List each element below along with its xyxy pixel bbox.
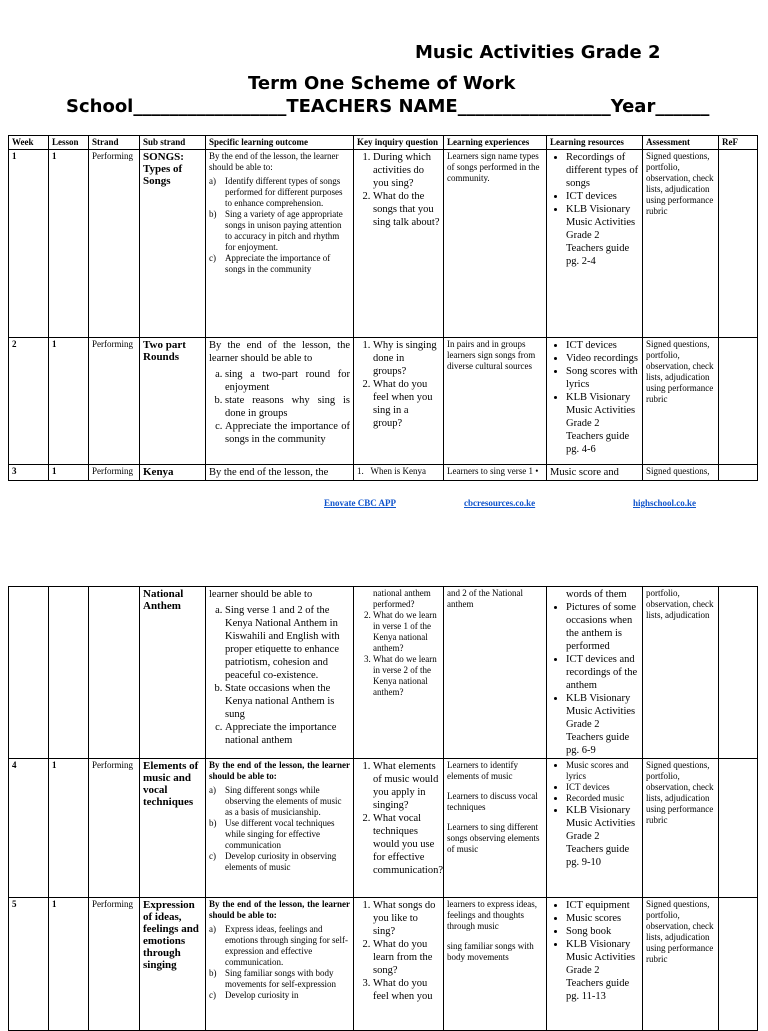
lesson-cell: 1	[49, 759, 89, 898]
footer-link-enovate[interactable]: Enovate CBC APP	[324, 498, 396, 508]
list-item: c) Develop curiosity in	[209, 990, 299, 1000]
column-header: Learning experiences	[444, 136, 547, 150]
list-item: • ICT devices	[566, 190, 639, 203]
school-teacher-year-line: School_________________TEACHERS NAME_________________Year______	[66, 96, 710, 117]
question-cell	[354, 898, 444, 1031]
assessment-cell: portfolio, observation, check lists, adjudication	[643, 587, 719, 759]
ref-cell	[719, 338, 758, 465]
column-header: Assessment	[643, 136, 719, 150]
list-item: a) Identify different types of songs performed for different purposes to enhance comprehension.	[209, 176, 343, 208]
outcome-cell	[206, 150, 354, 338]
strand-cell: Performing	[89, 150, 140, 338]
list-item: • ICT devices and recordings of the anthem	[566, 653, 639, 692]
outcome-cell	[206, 898, 354, 1031]
list-item: 3. What do you feel when you	[373, 977, 440, 1003]
week-cell: 1	[9, 150, 49, 338]
experience-cell: In pairs and in groups learners sign songs from diverse cultural sources	[444, 338, 547, 465]
scheme-table-page1	[8, 135, 758, 481]
column-header: Lesson	[49, 136, 89, 150]
list-item: 2. What do the songs that you sing talk about?	[373, 190, 440, 229]
column-header: Week	[9, 136, 49, 150]
list-item: a. sing a two-part round for enjoyment	[225, 368, 350, 394]
list-item: a) Express ideas, feelings and emotions through singing for self-expression and effective communication.	[209, 924, 348, 967]
resource-cell: Music score and	[547, 465, 643, 481]
outcome-text: Sing familiar songs with body movements for self-expression	[225, 968, 336, 989]
week-cell: 3	[9, 465, 49, 481]
list-item: 2. What vocal techniques would you use for effective communication?	[373, 812, 440, 877]
list-item: c. Appreciate the importance national anthem	[225, 721, 350, 747]
outcome-intro: By the end of the lesson, the learner should be able to:	[209, 760, 350, 781]
assessment-cell: Signed questions, portfolio, observation, check lists, adjudication using performance rubric	[643, 150, 719, 338]
outcome-text: Sing a variety of age appropriate songs in unison paying attention to accuracy in pitch and rhythm for enjoyment.	[225, 209, 343, 252]
outcome-text: Appreciate the importance of songs in the community	[225, 253, 331, 274]
substrand-cell: SONGS: Types of Songs	[140, 150, 206, 338]
resource-cell	[547, 587, 643, 759]
list-item: 1. Why is singing done in groups?	[373, 339, 440, 378]
table-row	[9, 338, 758, 465]
question-cell	[354, 150, 444, 338]
week-cell: 4	[9, 759, 49, 898]
experience-cell	[444, 759, 547, 898]
outcome-cell	[206, 587, 354, 759]
list-item: • Song book	[566, 925, 639, 938]
question-cell	[354, 759, 444, 898]
list-item: 2. What do we learn in verse 1 of the Kenya national anthem?	[373, 610, 440, 654]
strand-cell: Performing	[89, 898, 140, 1031]
experience-cell: Learners to sing verse 1 •	[444, 465, 547, 481]
outcome-intro: By the end of the lesson, the learner should be able to:	[209, 151, 339, 172]
document-title: Music Activities Grade 2	[415, 42, 661, 63]
list-item: • Video recordings	[566, 352, 639, 365]
outcome-intro: By the end of the lesson, the learner should be able to:	[209, 899, 350, 920]
outcome-text: Use different vocal techniques while singing for effective communication	[225, 818, 335, 850]
list-item: • Song scores with lyrics	[566, 365, 639, 391]
table-row	[9, 587, 758, 759]
list-item: • Recordings of different types of songs	[566, 151, 639, 190]
list-item: 3. What do we learn in verse 2 of the Kenya national anthem?	[373, 654, 440, 698]
scheme-table-page2	[8, 586, 758, 1031]
ref-cell	[719, 898, 758, 1031]
question-text: When is Kenya	[370, 466, 426, 476]
footer-link-cbcresources[interactable]: cbcresources.co.ke	[464, 498, 536, 508]
lesson-cell: 1	[49, 898, 89, 1031]
list-item: • ICT devices	[566, 339, 639, 352]
resource-continued: words of them	[566, 589, 627, 600]
list-item: 1. What elements of music would you apply in singing?	[373, 760, 440, 812]
table-row	[9, 898, 758, 1031]
experience-text: learners to express ideas, feelings and thoughts through music	[447, 899, 537, 931]
outcome-intro: learner should be able to	[209, 589, 313, 600]
outcome-text: Develop curiosity in	[225, 990, 299, 1000]
outcome-cell	[206, 338, 354, 465]
substrand-cell: National Anthem	[140, 587, 206, 759]
lesson-cell	[49, 587, 89, 759]
list-item: c) Appreciate the importance of songs in the community	[209, 253, 331, 274]
list-item: • KLB Visionary Music Activities Grade 2 Teachers guide pg. 4-6	[566, 391, 639, 456]
lesson-cell: 1	[49, 150, 89, 338]
list-item: b) Sing a variety of age appropriate songs in unison paying attention to accuracy in pitch and rhythm for enjoyment.	[209, 209, 343, 252]
list-item: c) Develop curiosity in observing elements of music	[209, 851, 337, 872]
list-item: b) Use different vocal techniques while singing for effective communication	[209, 818, 335, 850]
week-cell: 5	[9, 898, 49, 1031]
list-item: 2. What do you learn from the song?	[373, 938, 440, 977]
strand-cell	[89, 587, 140, 759]
outcome-cell	[206, 759, 354, 898]
column-header: Learning resources	[547, 136, 643, 150]
column-header: Specific learning outcome	[206, 136, 354, 150]
strand-cell: Performing	[89, 759, 140, 898]
outcome-text: Sing different songs while observing the elements of music as a basis of musicianship.	[225, 785, 342, 817]
question-cell: 1. When is Kenya	[354, 465, 444, 481]
list-item: • KLB Visionary Music Activities Grade 2 Teachers guide pg. 9-10	[566, 804, 639, 869]
assessment-cell: Signed questions,	[643, 465, 719, 481]
list-item: • KLB Visionary Music Activities Grade 2 Teachers guide pg. 2-4	[566, 203, 639, 268]
list-item: • Music scores and lyrics	[566, 760, 639, 782]
list-item: • ICT equipment	[566, 899, 639, 912]
table-row	[9, 150, 758, 338]
list-item: b. State occasions when the Kenya national Anthem is sung	[225, 682, 350, 721]
list-item: c. Appreciate the importance of songs in the community	[225, 420, 350, 446]
list-item: 2. What do you feel when you sing in a group?	[373, 378, 440, 430]
question-cell	[354, 338, 444, 465]
list-item: b) Sing familiar songs with body movements for self-expression	[209, 968, 336, 989]
column-header: ReF	[719, 136, 758, 150]
resource-cell	[547, 898, 643, 1031]
list-item: • Pictures of some occasions when the anthem is performed	[566, 601, 639, 653]
experience-text: Learners to discuss vocal techniques	[447, 791, 538, 812]
table-row	[9, 759, 758, 898]
experience-text: Learners to sing different songs observing elements of music	[447, 822, 540, 854]
substrand-cell: Two part Rounds	[140, 338, 206, 465]
experience-text: Learners to identify elements of music	[447, 760, 518, 781]
column-header: Strand	[89, 136, 140, 150]
list-item: a. Sing verse 1 and 2 of the Kenya National Anthem in Kiswahili and English with proper etiquette to enhance patriotism, cohesion and peaceful co-existence.	[225, 604, 350, 682]
ref-cell	[719, 150, 758, 338]
resource-cell	[547, 759, 643, 898]
assessment-cell: Signed questions, portfolio, observation, check lists, adjudication using performance rubric	[643, 898, 719, 1031]
experience-cell: and 2 of the National anthem	[444, 587, 547, 759]
experience-cell: Learners sign name types of songs performed in the community.	[444, 150, 547, 338]
question-continued: national anthem performed?	[373, 588, 431, 609]
outcome-text: Develop curiosity in observing elements of music	[225, 851, 337, 872]
list-item: • Recorded music	[566, 793, 639, 804]
week-cell	[9, 587, 49, 759]
list-item: • ICT devices	[566, 782, 639, 793]
outcome-text: Express ideas, feelings and emotions through singing for self-expression and effective communication.	[225, 924, 348, 967]
strand-cell: Performing	[89, 465, 140, 481]
experience-text: sing familiar songs with body movements	[447, 941, 534, 962]
ref-cell	[719, 465, 758, 481]
lesson-cell: 1	[49, 465, 89, 481]
strand-cell: Performing	[89, 338, 140, 465]
list-item: • KLB Visionary Music Activities Grade 2 Teachers guide pg. 11-13	[566, 938, 639, 1003]
assessment-cell: Signed questions, portfolio, observation, check lists, adjudication using performance rubric	[643, 338, 719, 465]
outcome-text: Identify different types of songs performed for different purposes to enhance comprehension.	[225, 176, 343, 208]
footer-link-highschool[interactable]: highschool.co.ke	[633, 498, 697, 508]
substrand-cell: Expression of ideas, feelings and emotions through singing	[140, 898, 206, 1031]
experience-cell	[444, 898, 547, 1031]
resource-cell	[547, 150, 643, 338]
ref-cell	[719, 759, 758, 898]
week-cell: 2	[9, 338, 49, 465]
outcome-cell: By the end of the lesson, the	[206, 465, 354, 481]
table-header-row	[9, 136, 758, 150]
column-header: Key inquiry question	[354, 136, 444, 150]
substrand-cell: Kenya	[140, 465, 206, 481]
list-item: • KLB Visionary Music Activities Grade 2 Teachers guide pg. 6-9	[566, 692, 639, 757]
column-header: Sub strand	[140, 136, 206, 150]
table-row	[9, 465, 758, 481]
question-cell	[354, 587, 444, 759]
list-item: 1. During which activities do you sing?	[373, 151, 440, 190]
list-item: b. state reasons why sing is done in groups	[225, 394, 350, 420]
experience-text: Learners to sing verse 1	[447, 466, 533, 476]
list-item: 1. What songs do you like to sing?	[373, 899, 440, 938]
outcome-intro: By the end of the lesson, the learner should be able to	[209, 340, 350, 364]
list-item: • Music scores	[566, 912, 639, 925]
list-item: a) Sing different songs while observing the elements of music as a basis of musicianship.	[209, 785, 342, 817]
substrand-cell: Elements of music and vocal techniques	[140, 759, 206, 898]
assessment-cell: Signed questions, portfolio, observation, check lists, adjudication using performance rubric	[643, 759, 719, 898]
resource-cell	[547, 338, 643, 465]
document-subtitle: Term One Scheme of Work	[248, 73, 516, 94]
lesson-cell: 1	[49, 338, 89, 465]
ref-cell	[719, 587, 758, 759]
